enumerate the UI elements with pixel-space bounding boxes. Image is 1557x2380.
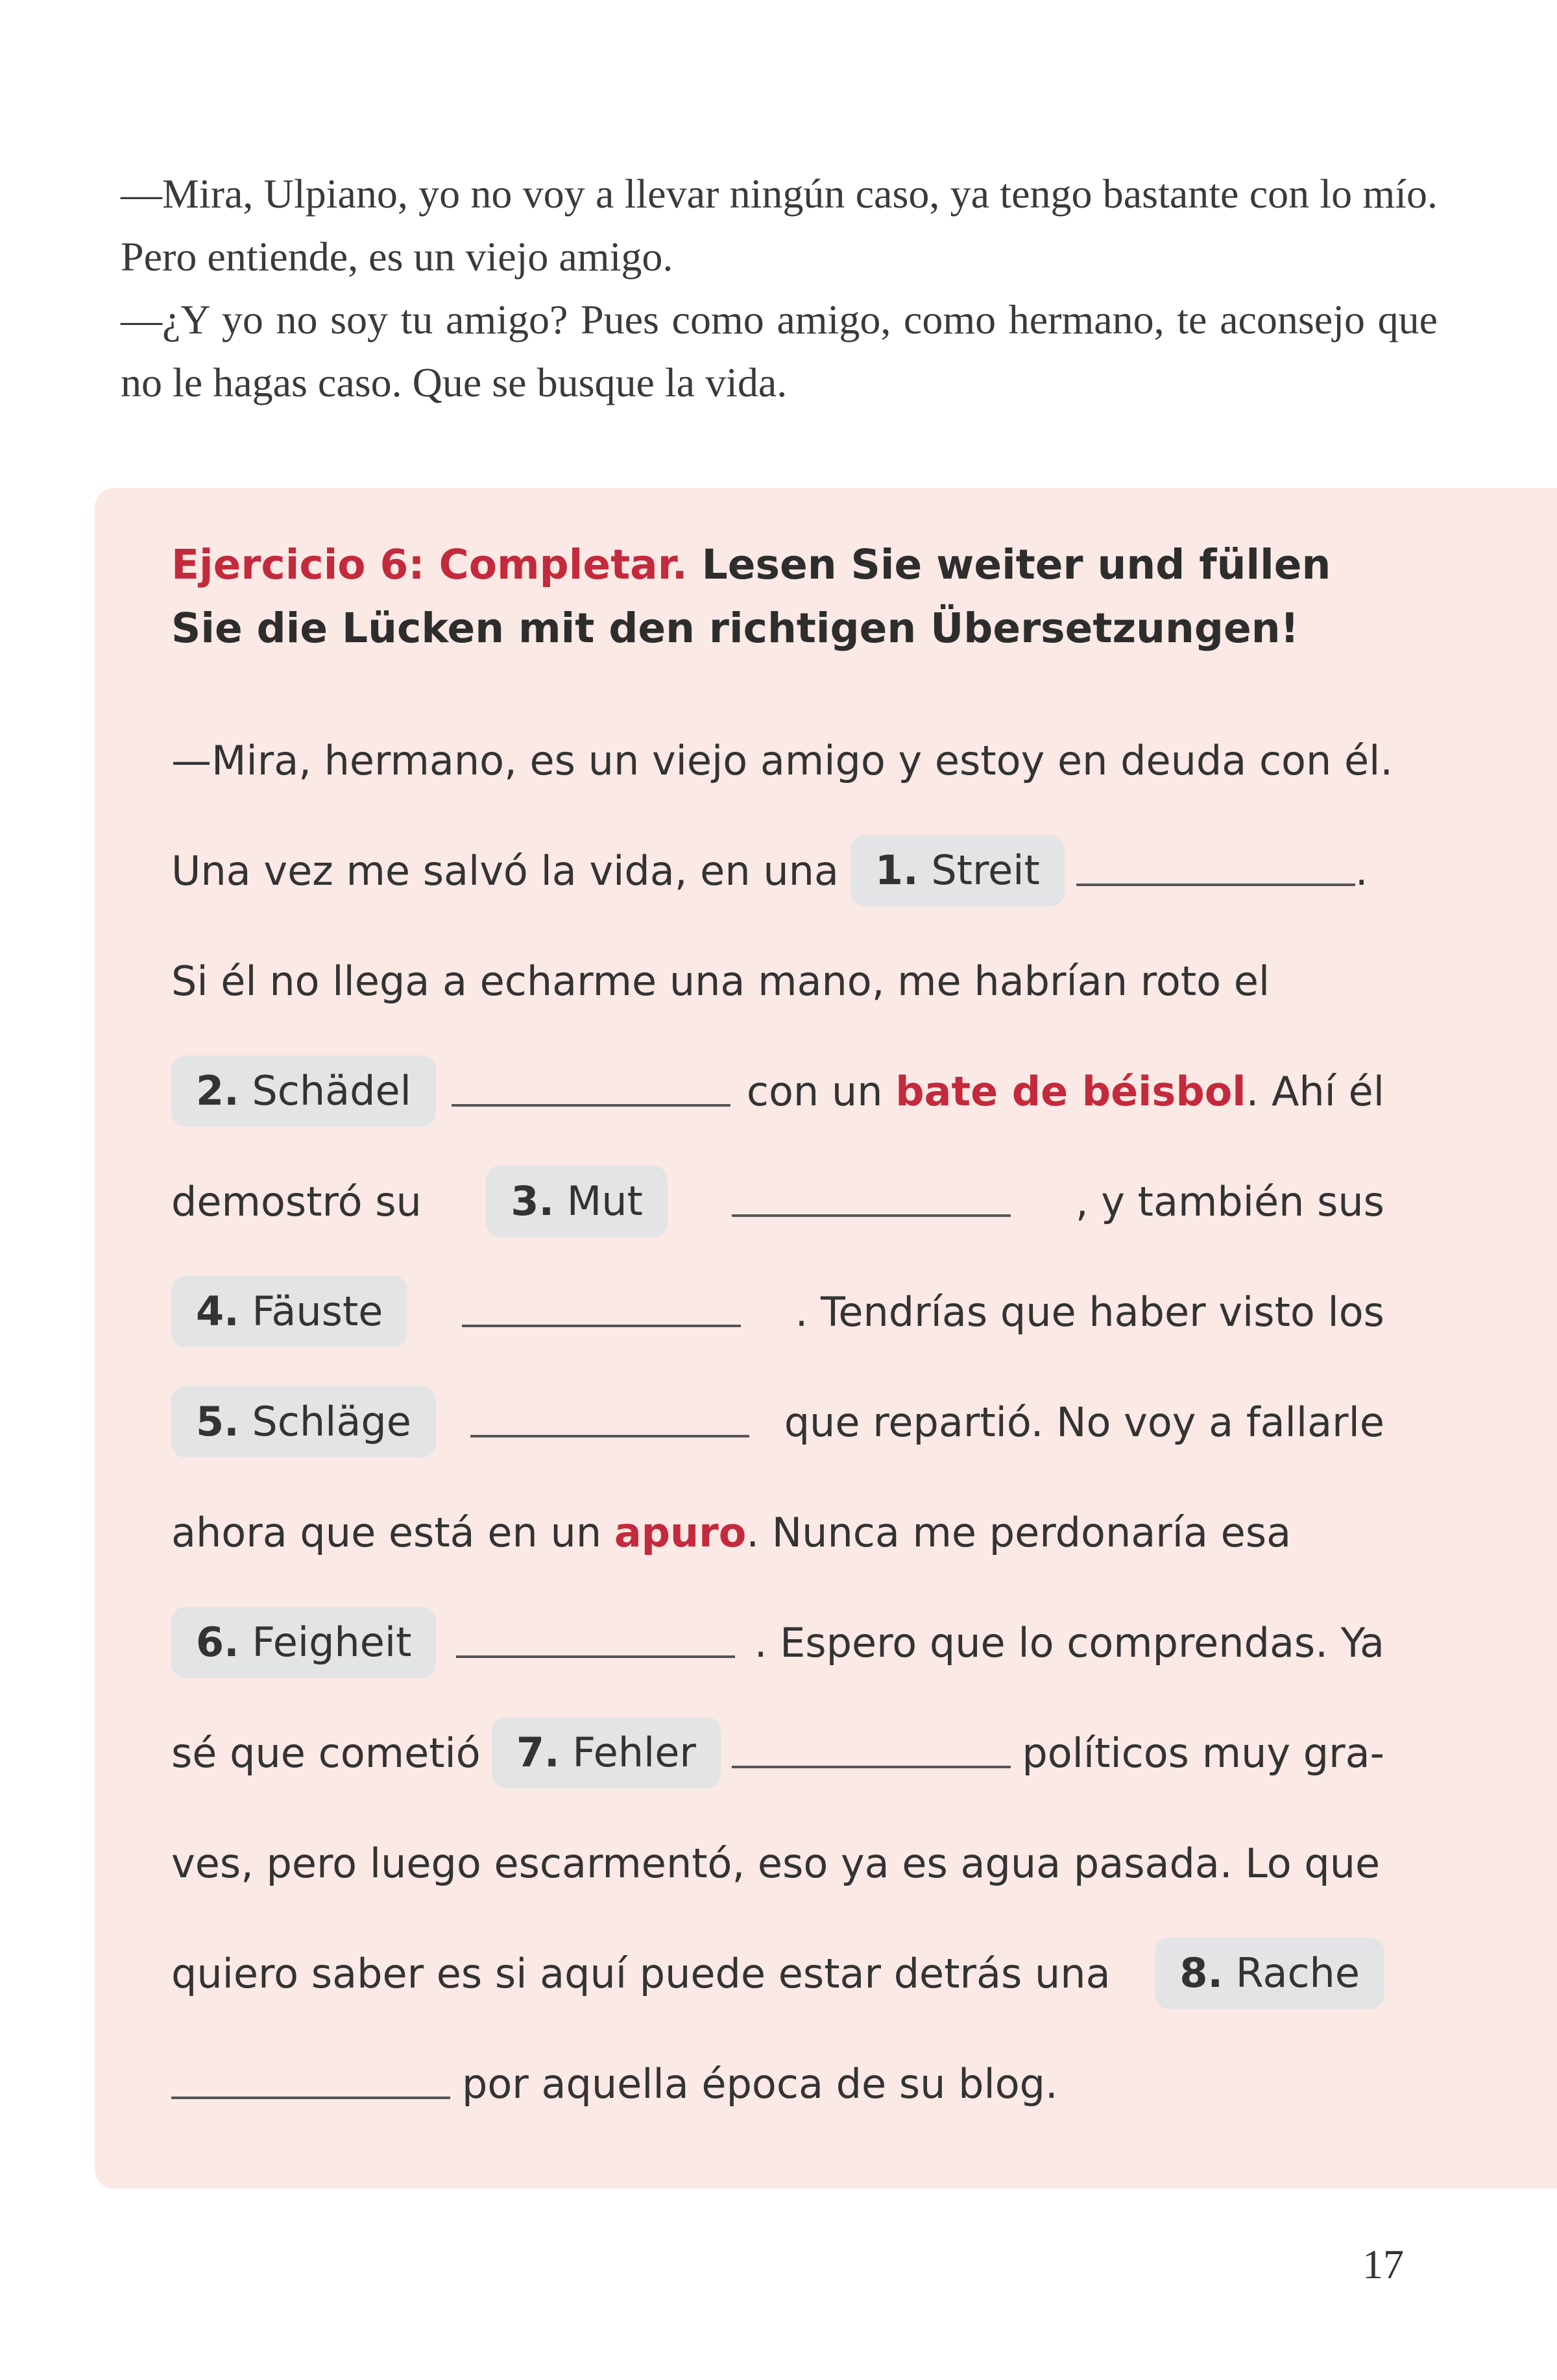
hint-number: 2. (196, 1067, 239, 1114)
vocab-highlight: bate de béisbol (895, 1067, 1246, 1115)
line-text: Una vez me salvó la vida, en una (171, 847, 839, 895)
hint-word: Mut (566, 1177, 643, 1225)
line-text: sé que cometió (171, 1729, 481, 1777)
hint-word: Fäuste (252, 1288, 383, 1335)
line-text: con un (746, 1067, 883, 1115)
hint-chip-8 (1155, 1938, 1384, 2009)
exercise-line (171, 1934, 1384, 2012)
hint-word: Schädel (252, 1067, 411, 1114)
exercise-label: Ejercicio 6: Completar. (171, 541, 688, 588)
line-text: Si él no llega a echarme una mano, me habrían roto el (171, 957, 1270, 1005)
exercise-line (171, 1493, 1384, 1571)
hint-number: 8. (1179, 1949, 1224, 1997)
answer-blank-6[interactable] (456, 1655, 735, 1658)
answer-blank-7[interactable] (732, 1766, 1011, 1768)
line-text: ves, pero luego escarmentó, eso ya es agua pasada. Lo que (171, 1839, 1381, 1887)
story-paragraph: —¿Y yo no soy tu amigo? Pues como amigo, como hermano, te aconsejo que no le hagas caso. Que se busque la vida. (121, 296, 1438, 405)
line-text: ahora que está en un (171, 1508, 602, 1556)
story-text (121, 162, 1438, 414)
hint-number: 3. (511, 1177, 555, 1225)
exercise-line (171, 2045, 1384, 2122)
story-paragraph: —Mira, Ulpiano, yo no voy a llevar ningún caso, ya tengo bastante con lo mío. Pero entiende, es un viejo amigo. (121, 171, 1438, 280)
line-text: . Tendrías que haber visto los (795, 1288, 1384, 1336)
hint-word: Feigheit (252, 1618, 412, 1666)
answer-blank-5[interactable] (470, 1435, 749, 1437)
hint-number: 7. (516, 1729, 560, 1776)
hint-chip-3 (486, 1166, 668, 1237)
vocab-highlight: apuro (614, 1508, 747, 1556)
line-text: , y también sus (1075, 1177, 1384, 1225)
exercise-line (171, 1714, 1384, 1792)
exercise-title (171, 533, 1404, 660)
answer-blank-2[interactable] (452, 1104, 730, 1107)
exercise-line (171, 832, 1384, 909)
exercise-instruction: Lesen Sie weiter und füllen Sie die Lücken mit den richtigen Übersetzungen! (171, 541, 1331, 652)
line-text: por aquella época de su blog. (462, 2060, 1058, 2108)
line-text: que repartió. No voy a fallarle (784, 1398, 1384, 1446)
exercise-line (171, 942, 1384, 1020)
hint-number: 5. (196, 1398, 239, 1445)
hint-number: 6. (196, 1618, 239, 1666)
answer-blank-4[interactable] (462, 1325, 741, 1327)
line-text: . Ahí él (1246, 1067, 1384, 1115)
exercise-line (171, 1273, 1384, 1351)
hint-number: 4. (196, 1288, 239, 1335)
line-text: —Mira, hermano, es un viejo amigo y estoy en deuda con él. (171, 736, 1394, 784)
hint-chip-4 (171, 1276, 407, 1347)
exercise-line (171, 1824, 1384, 1902)
hint-chip-5 (171, 1386, 436, 1458)
answer-blank-3[interactable] (732, 1214, 1011, 1217)
exercise-line (171, 1052, 1384, 1130)
hint-chip-6 (171, 1607, 436, 1678)
line-text: . (1355, 847, 1368, 895)
exercise-line (171, 1604, 1384, 1681)
line-text: quiero saber es si aquí puede estar detrás una (171, 1949, 1111, 1997)
hint-word: Streit (931, 847, 1040, 894)
line-text: . Nunca me perdonaría esa (746, 1508, 1292, 1556)
exercise-line (171, 1383, 1384, 1461)
hint-chip-1 (851, 835, 1065, 906)
line-text-group (747, 1068, 1384, 1115)
answer-blank-1[interactable] (1076, 883, 1355, 886)
exercise-line (171, 721, 1394, 799)
hint-chip-7 (492, 1717, 721, 1788)
hint-word: Rache (1235, 1949, 1360, 1997)
hint-number: 1. (875, 847, 919, 894)
answer-blank-8[interactable] (171, 2097, 450, 2099)
line-text: demostró su (171, 1177, 422, 1225)
line-text-group (171, 1509, 1291, 1556)
line-text: políticos muy gra- (1022, 1729, 1384, 1777)
hint-word: Schläge (252, 1398, 411, 1445)
page-number: 17 (1362, 2241, 1404, 2287)
hint-chip-2 (171, 1055, 436, 1127)
hint-word: Fehler (572, 1729, 696, 1776)
line-text: . Espero que lo comprendas. Ya (754, 1618, 1384, 1666)
exercise-line (171, 1162, 1384, 1240)
